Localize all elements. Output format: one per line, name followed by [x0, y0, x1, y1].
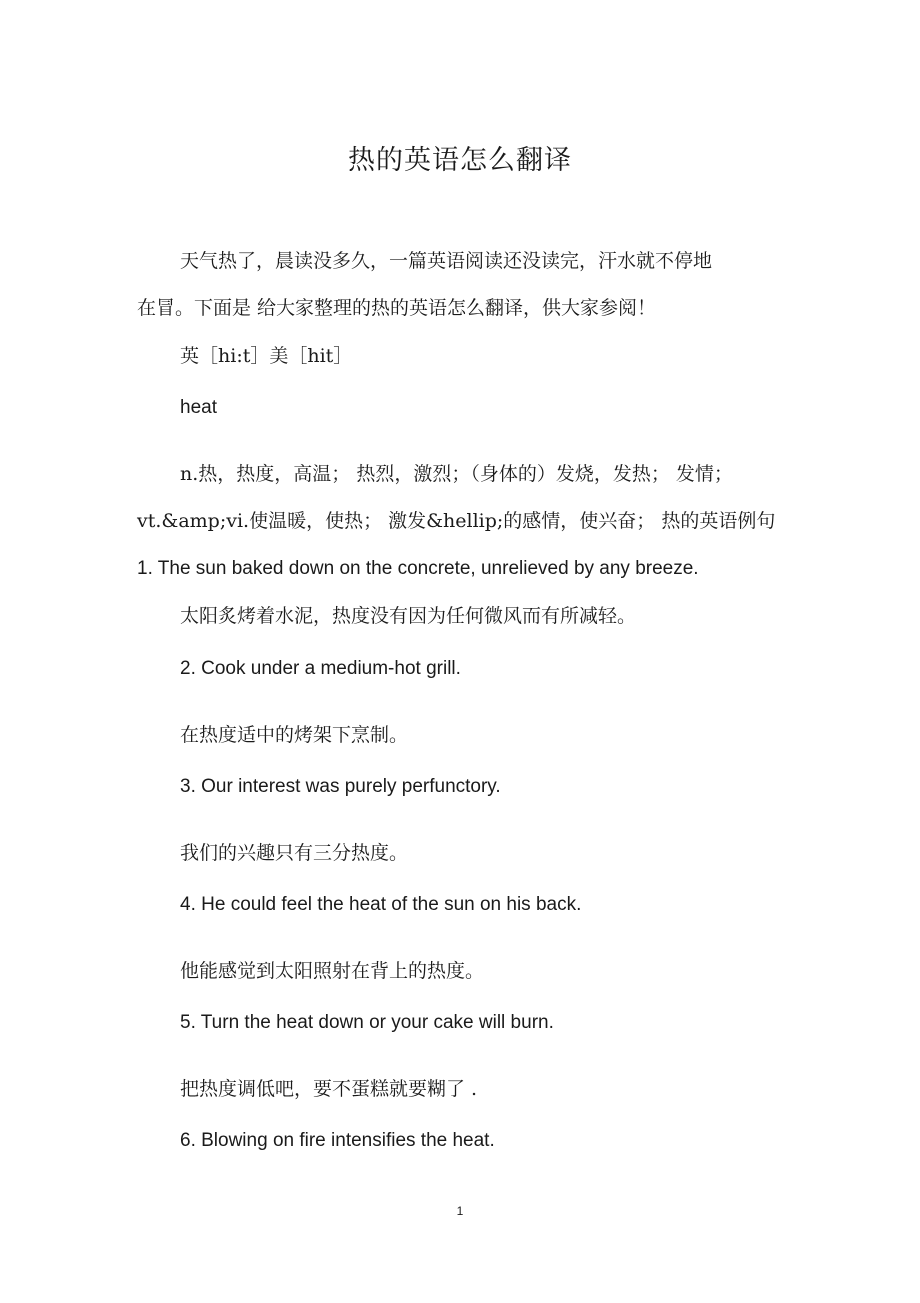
intro-paragraph-line-2: 在冒。下面是 给大家整理的热的英语怎么翻译，供大家参阅！: [137, 297, 657, 319]
example-5-chinese: 把热度调低吧，要不蛋糕就要糊了 .: [180, 1078, 478, 1100]
example-3-english: 3. Our interest was purely perfunctory.: [180, 776, 501, 797]
example-4-chinese: 他能感觉到太阳照射在背上的热度。: [180, 960, 485, 982]
example-3-chinese: 我们的兴趣只有三分热度。: [180, 842, 409, 864]
example-4-english: 4. He could feel the heat of the sun on his back.: [180, 894, 582, 915]
pronunciation: 英［hi:t］美［hit］: [180, 345, 353, 367]
page-title: 热的英语怎么翻译: [348, 145, 572, 176]
example-5-english: 5. Turn the heat down or your cake will burn.: [180, 1012, 554, 1033]
page-number: 1: [456, 1204, 464, 1218]
example-1-chinese: 太阳炙烤着水泥，热度没有因为任何微风而有所减轻。: [180, 605, 637, 627]
example-6-english: 6. Blowing on fire intensifies the heat.: [180, 1130, 495, 1151]
example-2-english: 2. Cook under a medium-hot grill.: [180, 658, 461, 679]
definition-line-1: n.热，热度，高温； 热烈，激烈；（身体的）发烧，发热； 发情；: [180, 463, 733, 485]
example-2-chinese: 在热度适中的烤架下烹制。: [180, 724, 409, 746]
example-1-english: 1. The sun baked down on the concrete, unrelieved by any breeze.: [137, 558, 699, 579]
definition-line-2: vt.&amp;vi.使温暖，使热； 激发&hellip;的感情，使兴奋； 热的英语例句: [137, 510, 776, 532]
headword: heat: [180, 397, 217, 418]
intro-paragraph-line-1: 天气热了，晨读没多久，一篇英语阅读还没读完，汗水就不停地: [180, 250, 713, 272]
